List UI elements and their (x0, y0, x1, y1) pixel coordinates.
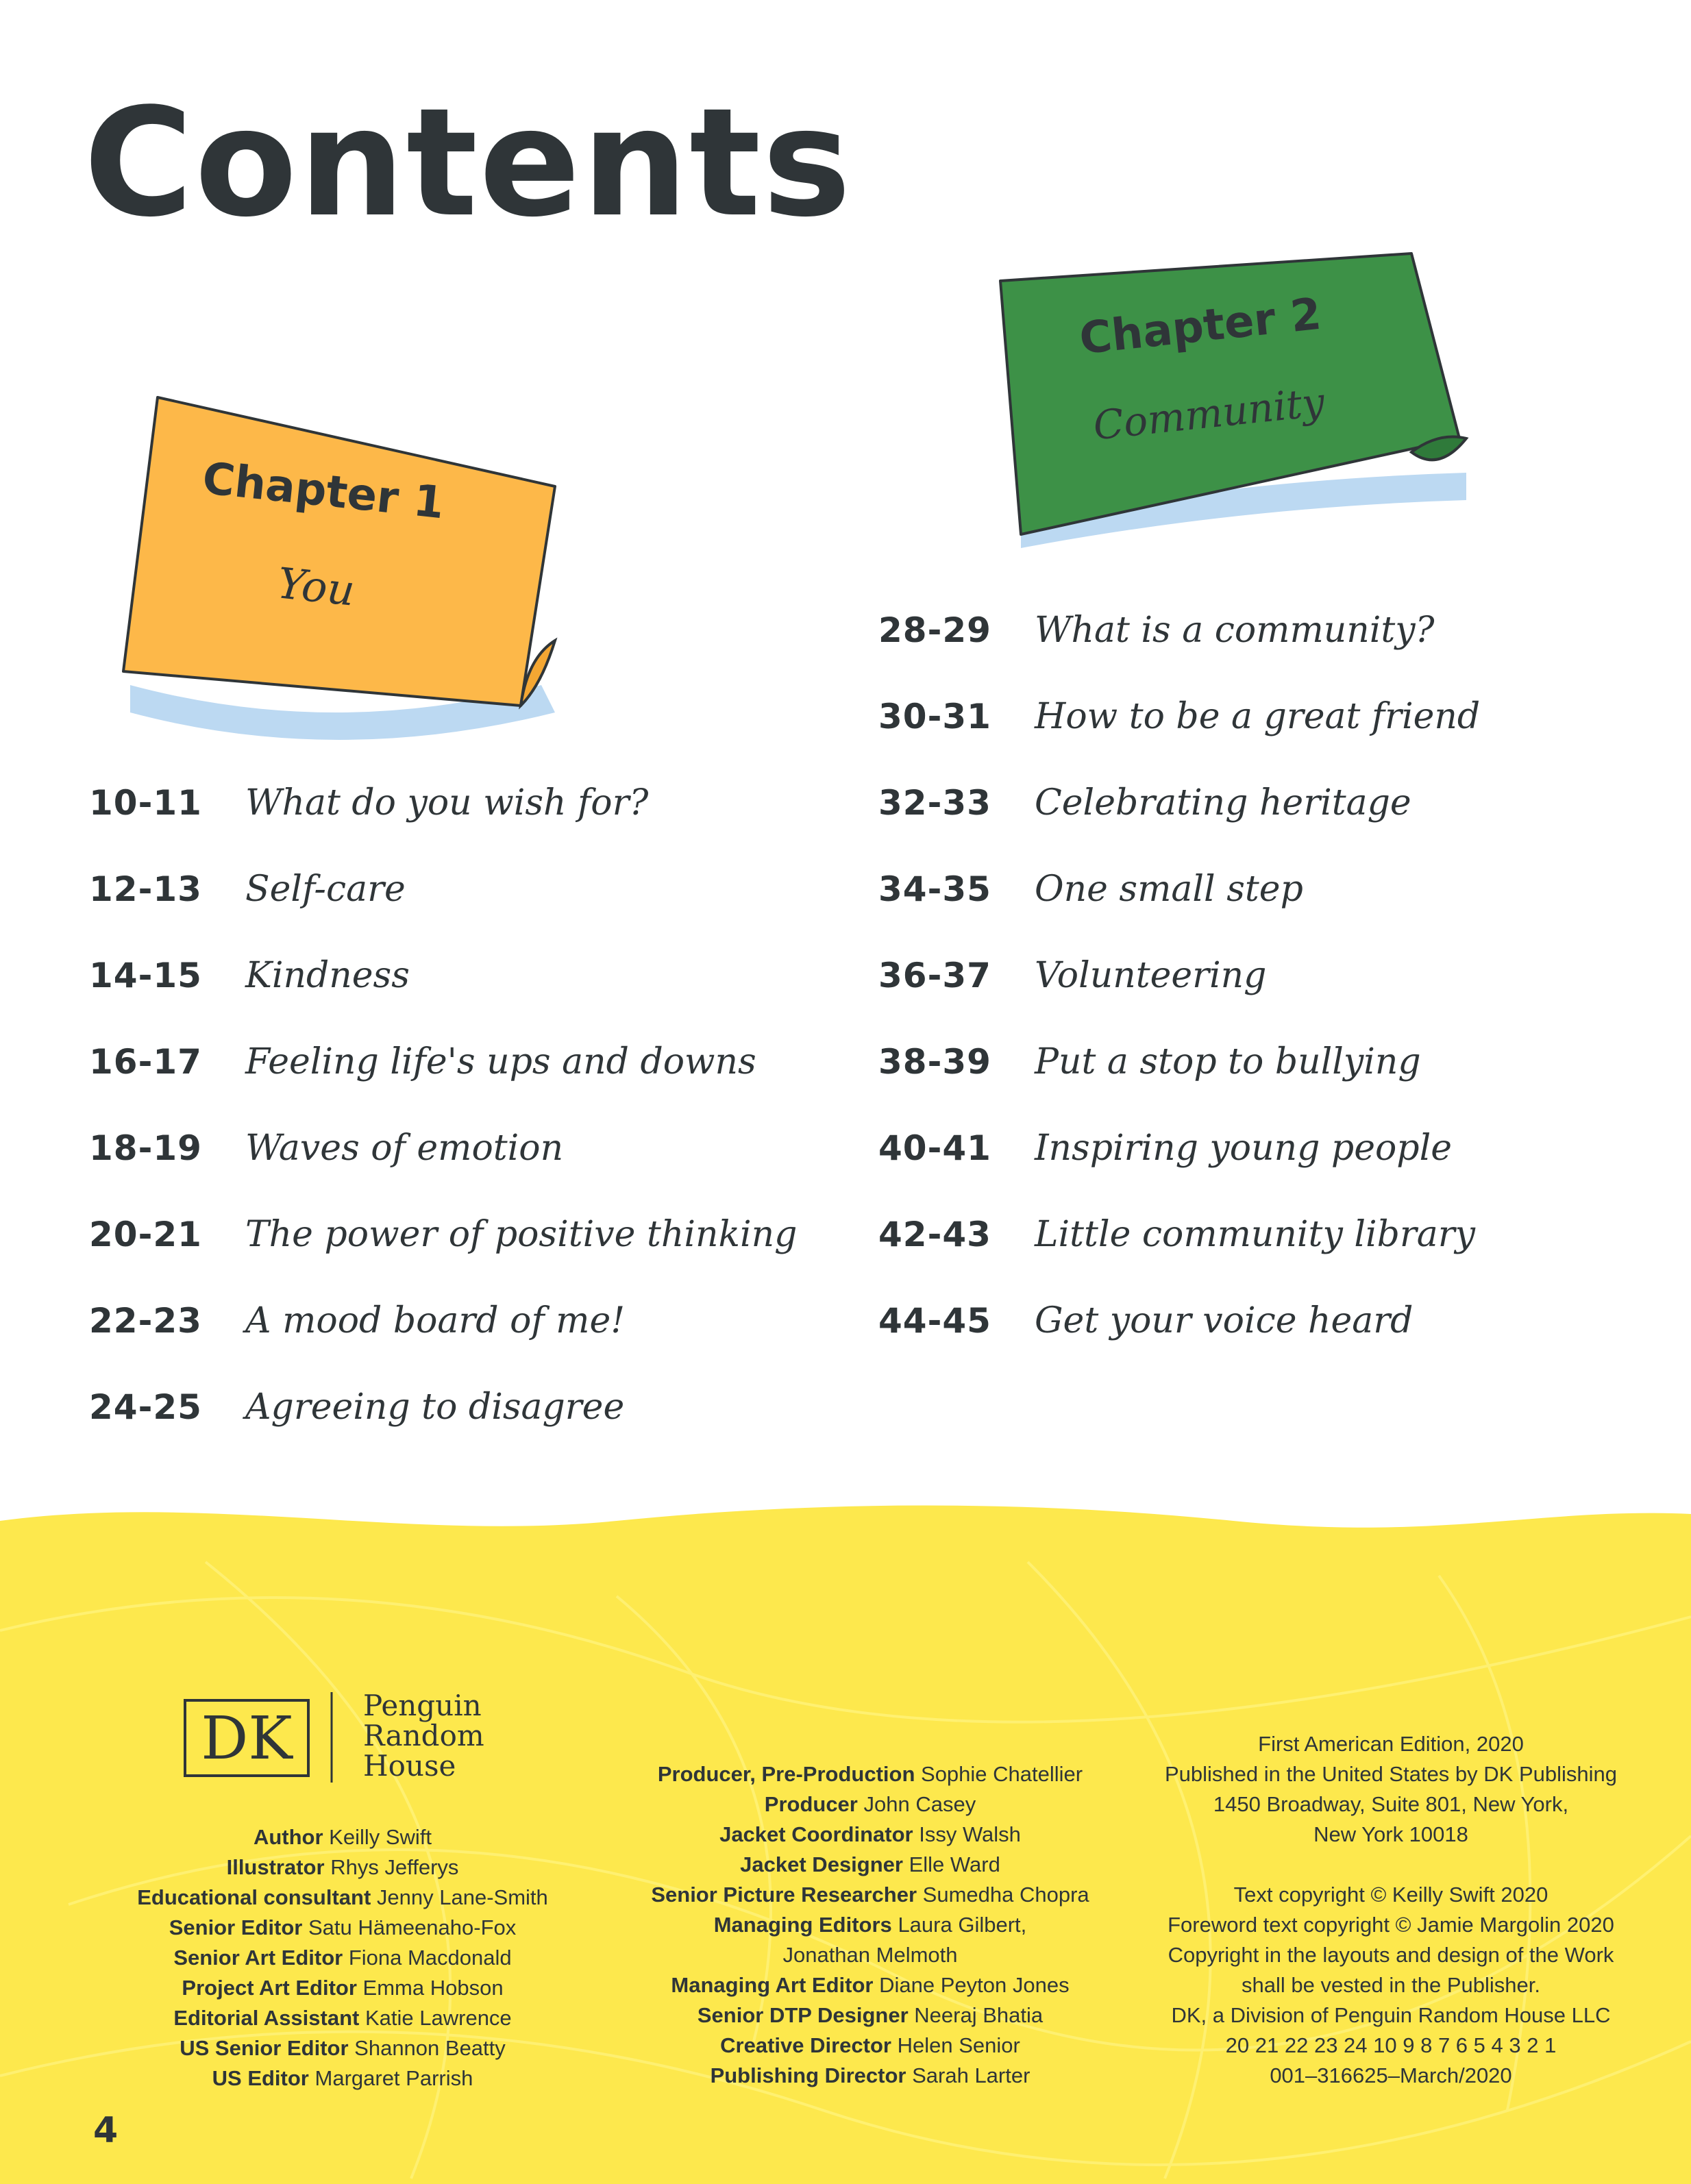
credit-row (630, 1940, 1110, 1970)
toc-item[interactable] (89, 869, 797, 955)
credit-name: Rhys Jefferys (330, 1855, 459, 1879)
toc-title: One small step (1035, 869, 1303, 910)
credit-name: Keilly Swift (329, 1825, 432, 1849)
toc-pages: 22-23 (89, 1301, 202, 1341)
toc-item[interactable] (878, 1214, 1480, 1300)
credit-name: Jonathan Melmoth (782, 1943, 958, 1967)
credit-role: Senior Editor (169, 1915, 303, 1939)
publication-line: Text copyright © Keilly Swift 2020 (1233, 1883, 1548, 1907)
toc-pages: 42-43 (878, 1215, 991, 1254)
credit-name: Sophie Chatellier (921, 1762, 1083, 1786)
page-title: Contents (84, 77, 853, 250)
credit-row (123, 2063, 562, 2094)
toc-title: Feeling life's ups and downs (245, 1041, 756, 1082)
credit-role: Senior Art Editor (173, 1946, 343, 1970)
publication-line: Copyright in the layouts and design of the Work (1168, 1943, 1614, 1967)
toc-title: A mood board of me! (245, 1300, 626, 1341)
toc-pages: 20-21 (89, 1215, 202, 1254)
credit-name: Jenny Lane-Smith (376, 1885, 548, 1909)
credit-row (630, 1759, 1110, 1789)
toc-list-chapter-2 (878, 610, 1480, 1387)
credit-row (630, 1970, 1110, 2000)
credit-name: John Casey (863, 1792, 976, 1816)
credit-name: Issy Walsh (919, 1822, 1021, 1846)
toc-pages: 32-33 (878, 783, 991, 823)
page-number: 4 (93, 2110, 119, 2151)
toc-item[interactable] (878, 1128, 1480, 1214)
publication-line: First American Edition, 2020 (1258, 1732, 1524, 1756)
credit-role: US Senior Editor (180, 2036, 349, 2060)
toc-pages: 40-41 (878, 1128, 991, 1168)
toc-pages: 28-29 (878, 610, 991, 650)
credit-role: Producer (764, 1792, 858, 1816)
logo-line: House (363, 1749, 456, 1783)
toc-pages: 44-45 (878, 1301, 991, 1341)
publication-line (1137, 1850, 1644, 1880)
toc-title: How to be a great friend (1035, 696, 1481, 737)
credit-role: Senior Picture Researcher (651, 1883, 917, 1907)
toc-title: Celebrating heritage (1035, 782, 1411, 823)
credit-name: Sumedha Chopra (922, 1883, 1089, 1907)
credit-name: Katie Lawrence (365, 2006, 512, 2030)
toc-title: Kindness (245, 955, 410, 996)
logo-line: Penguin (363, 1689, 482, 1722)
toc-title: Waves of emotion (245, 1128, 564, 1169)
credit-row (630, 2000, 1110, 2031)
toc-pages: 10-11 (89, 783, 202, 823)
toc-item[interactable] (89, 1300, 797, 1387)
toc-item[interactable] (878, 696, 1480, 782)
penguin-random-house-wordmark (363, 1691, 484, 1781)
toc-pages: 38-39 (878, 1042, 991, 1082)
credit-name: Satu Hämeenaho-Fox (308, 1915, 517, 1939)
publication-line: 1450 Broadway, Suite 801, New York, (1213, 1792, 1569, 1816)
toc-item[interactable] (89, 955, 797, 1041)
credit-role: Managing Art Editor (671, 1973, 874, 1997)
credit-row (123, 1973, 562, 2003)
credit-role: Senior DTP Designer (697, 2003, 909, 2027)
credit-role: Producer, Pre-Production (657, 1762, 915, 1786)
credit-row (630, 1850, 1110, 1880)
toc-title: Little community library (1035, 1214, 1475, 1255)
toc-pages: 24-25 (89, 1387, 202, 1427)
chapter-2-note (993, 247, 1473, 555)
credit-role: Illustrator (226, 1855, 325, 1879)
logo-line: Random (363, 1719, 484, 1752)
publication-info (1137, 1729, 1644, 2091)
toc-pages: 16-17 (89, 1042, 202, 1082)
toc-item[interactable] (878, 610, 1480, 696)
toc-pages: 36-37 (878, 956, 991, 995)
publication-line: 001–316625–March/2020 (1270, 2063, 1512, 2087)
toc-title: Get your voice heard (1035, 1300, 1414, 1341)
credit-row (630, 1880, 1110, 1910)
credit-row (630, 1910, 1110, 1940)
publication-line: 20 21 22 23 24 10 9 8 7 6 5 4 3 2 1 (1225, 2033, 1557, 2057)
credit-name: Margaret Parrish (314, 2066, 473, 2090)
toc-title: Inspiring young people (1035, 1128, 1452, 1169)
toc-pages: 30-31 (878, 697, 991, 736)
credit-role: Creative Director (720, 2033, 891, 2057)
credit-row (630, 2061, 1110, 2091)
toc-pages: 34-35 (878, 869, 991, 909)
toc-item[interactable] (89, 1128, 797, 1214)
dk-logo-icon (180, 1687, 337, 1783)
toc-item[interactable] (878, 782, 1480, 869)
toc-item[interactable] (878, 955, 1480, 1041)
credits-column-left (123, 1822, 562, 2094)
publication-line: shall be vested in the Publisher. (1242, 1973, 1540, 1997)
publication-line: Published in the United States by DK Publishing (1164, 1762, 1617, 1786)
credits-column-middle (630, 1759, 1110, 2091)
publication-line: New York 10018 (1313, 1822, 1468, 1846)
credit-name: Fiona Macdonald (348, 1946, 512, 1970)
credit-role: US Editor (212, 2066, 309, 2090)
credit-row (630, 1789, 1110, 1820)
toc-item[interactable] (89, 782, 797, 869)
credit-role: Publishing Director (710, 2063, 906, 2087)
chapter-1-heading: Chapter 1 (200, 453, 447, 530)
chapter-2-subtitle: Community (1091, 378, 1327, 449)
credit-name: Neeraj Bhatia (914, 2003, 1044, 2027)
credit-name: Shannon Beatty (354, 2036, 506, 2060)
credit-row (123, 2033, 562, 2063)
credit-row (123, 2003, 562, 2033)
credit-role: Author (253, 1825, 323, 1849)
publication-line: DK, a Division of Penguin Random House LLC (1171, 2003, 1611, 2027)
credit-name: Sarah Larter (912, 2063, 1030, 2087)
dk-logo-mark: DK (201, 1704, 293, 1773)
credit-role: Educational consultant (137, 1885, 371, 1909)
credit-row (630, 2031, 1110, 2061)
toc-title: Volunteering (1035, 955, 1267, 996)
chapter-1-note (116, 384, 582, 754)
toc-item[interactable] (878, 869, 1480, 955)
credit-role: Jacket Coordinator (719, 1822, 913, 1846)
toc-pages: 12-13 (89, 869, 202, 909)
toc-item[interactable] (89, 1041, 797, 1128)
credit-name: Helen Senior (897, 2033, 1020, 2057)
toc-item[interactable] (89, 1387, 797, 1473)
toc-item[interactable] (878, 1300, 1480, 1387)
credit-role: Jacket Designer (740, 1852, 903, 1876)
toc-title: Put a stop to bullying (1035, 1041, 1421, 1082)
toc-title: Self-care (245, 869, 406, 910)
toc-title: Agreeing to disagree (245, 1387, 625, 1428)
credit-role: Managing Editors (713, 1913, 892, 1937)
toc-item[interactable] (89, 1214, 797, 1300)
credit-name: Laura Gilbert, (898, 1913, 1027, 1937)
credit-row (123, 1822, 562, 1852)
toc-pages: 14-15 (89, 956, 202, 995)
chapter-1-subtitle: You (275, 558, 358, 616)
credit-name: Elle Ward (909, 1852, 1000, 1876)
publication-line: Foreword text copyright © Jamie Margolin 2020 (1168, 1913, 1614, 1937)
credit-row (123, 1852, 562, 1883)
credit-row (630, 1820, 1110, 1850)
credit-role: Project Art Editor (182, 1976, 357, 2000)
toc-pages: 18-19 (89, 1128, 202, 1168)
toc-title: What do you wish for? (245, 782, 649, 823)
credit-row (123, 1943, 562, 1973)
credit-name: Diane Peyton Jones (879, 1973, 1070, 1997)
toc-title: What is a community? (1035, 610, 1435, 651)
credit-name: Emma Hobson (362, 1976, 504, 2000)
credit-role: Editorial Assistant (173, 2006, 360, 2030)
chapter-2-heading: Chapter 2 (1077, 288, 1324, 365)
credit-row (123, 1913, 562, 1943)
credit-row (123, 1883, 562, 1913)
toc-title: The power of positive thinking (245, 1214, 798, 1255)
toc-item[interactable] (878, 1041, 1480, 1128)
toc-list-chapter-1 (89, 782, 797, 1473)
